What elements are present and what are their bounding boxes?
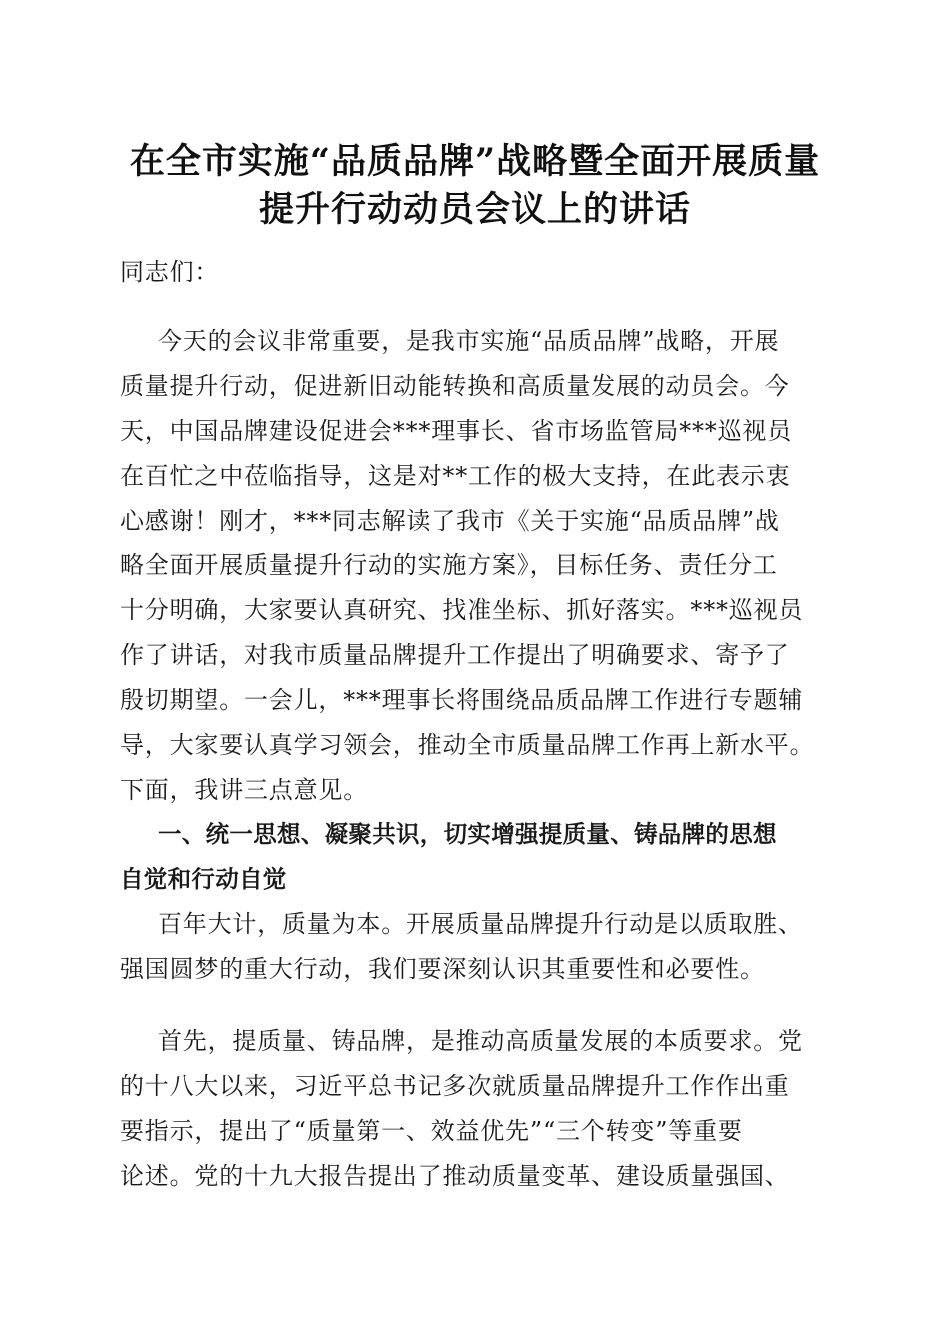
paragraph-1-line: 今天的会议非常重要，是我市实施“品质品牌”战略，开展 xyxy=(158,327,780,355)
paragraph-3-line: 论述。党的十九大报告提出了推动质量变革、建设质量强国、 xyxy=(120,1162,790,1190)
paragraph-1-line: 天，中国品牌建设促进会***理事长、省市场监管局***巡视员 xyxy=(120,417,792,445)
paragraph-1-line: 殷切期望。一会儿，***理事长将围绕品质品牌工作进行专题辅 xyxy=(120,686,804,714)
paragraph-2-line: 百年大计，质量为本。开展质量品牌提升行动是以质取胜、 xyxy=(158,910,803,938)
paragraph-1-line: 在百忙之中莅临指导，这是对**工作的极大支持，在此表示衷 xyxy=(120,462,791,490)
paragraph-1-line: 下面，我讲三点意见。 xyxy=(120,776,368,804)
paragraph-1-line: 质量提升行动，促进新旧动能转换和高质量发展的动员会。今 xyxy=(120,372,790,400)
section-1-heading-line: 自觉和行动自觉 xyxy=(120,865,287,893)
paragraph-2-line: 强国圆梦的重大行动，我们要深刻认识其重要性和必要性。 xyxy=(120,955,765,983)
document-title-line-1: 在全市实施“品质品牌”战略暨全面开展质量 xyxy=(129,141,821,182)
paragraph-1-line: 略全面开展质量提升行动的实施方案》，目标任务、责任分工 xyxy=(120,551,778,579)
paragraph-1-line: 十分明确，大家要认真研究、找准坐标、抓好落实。***巡视员 xyxy=(120,596,804,624)
salutation: 同志们： xyxy=(120,258,220,286)
document-title-line-2: 提升行动动员会议上的讲话 xyxy=(258,189,691,230)
paragraph-3-line: 要指示，提出了“质量第一、效益优先”“三个转变”等重要 xyxy=(120,1117,743,1145)
paragraph-1-line: 作了讲话，对我市质量品牌提升工作提出了明确要求、寄予了 xyxy=(120,641,790,669)
paragraph-3-line: 的十八大以来，习近平总书记多次就质量品牌提升工作作出重 xyxy=(120,1072,790,1100)
paragraph-1-line: 心感谢！刚才，***同志解读了我市《关于实施“品质品牌”战 xyxy=(120,507,780,535)
paragraph-3-line: 首先，提质量、铸品牌，是推动高质量发展的本质要求。党 xyxy=(158,1027,803,1055)
paragraph-1-line: 导，大家要认真学习领会，推动全市质量品牌工作再上新水平。 xyxy=(120,731,815,759)
section-1-heading-line: 一、统一思想、凝聚共识，切实增强提质量、铸品牌的思想 xyxy=(158,820,777,848)
